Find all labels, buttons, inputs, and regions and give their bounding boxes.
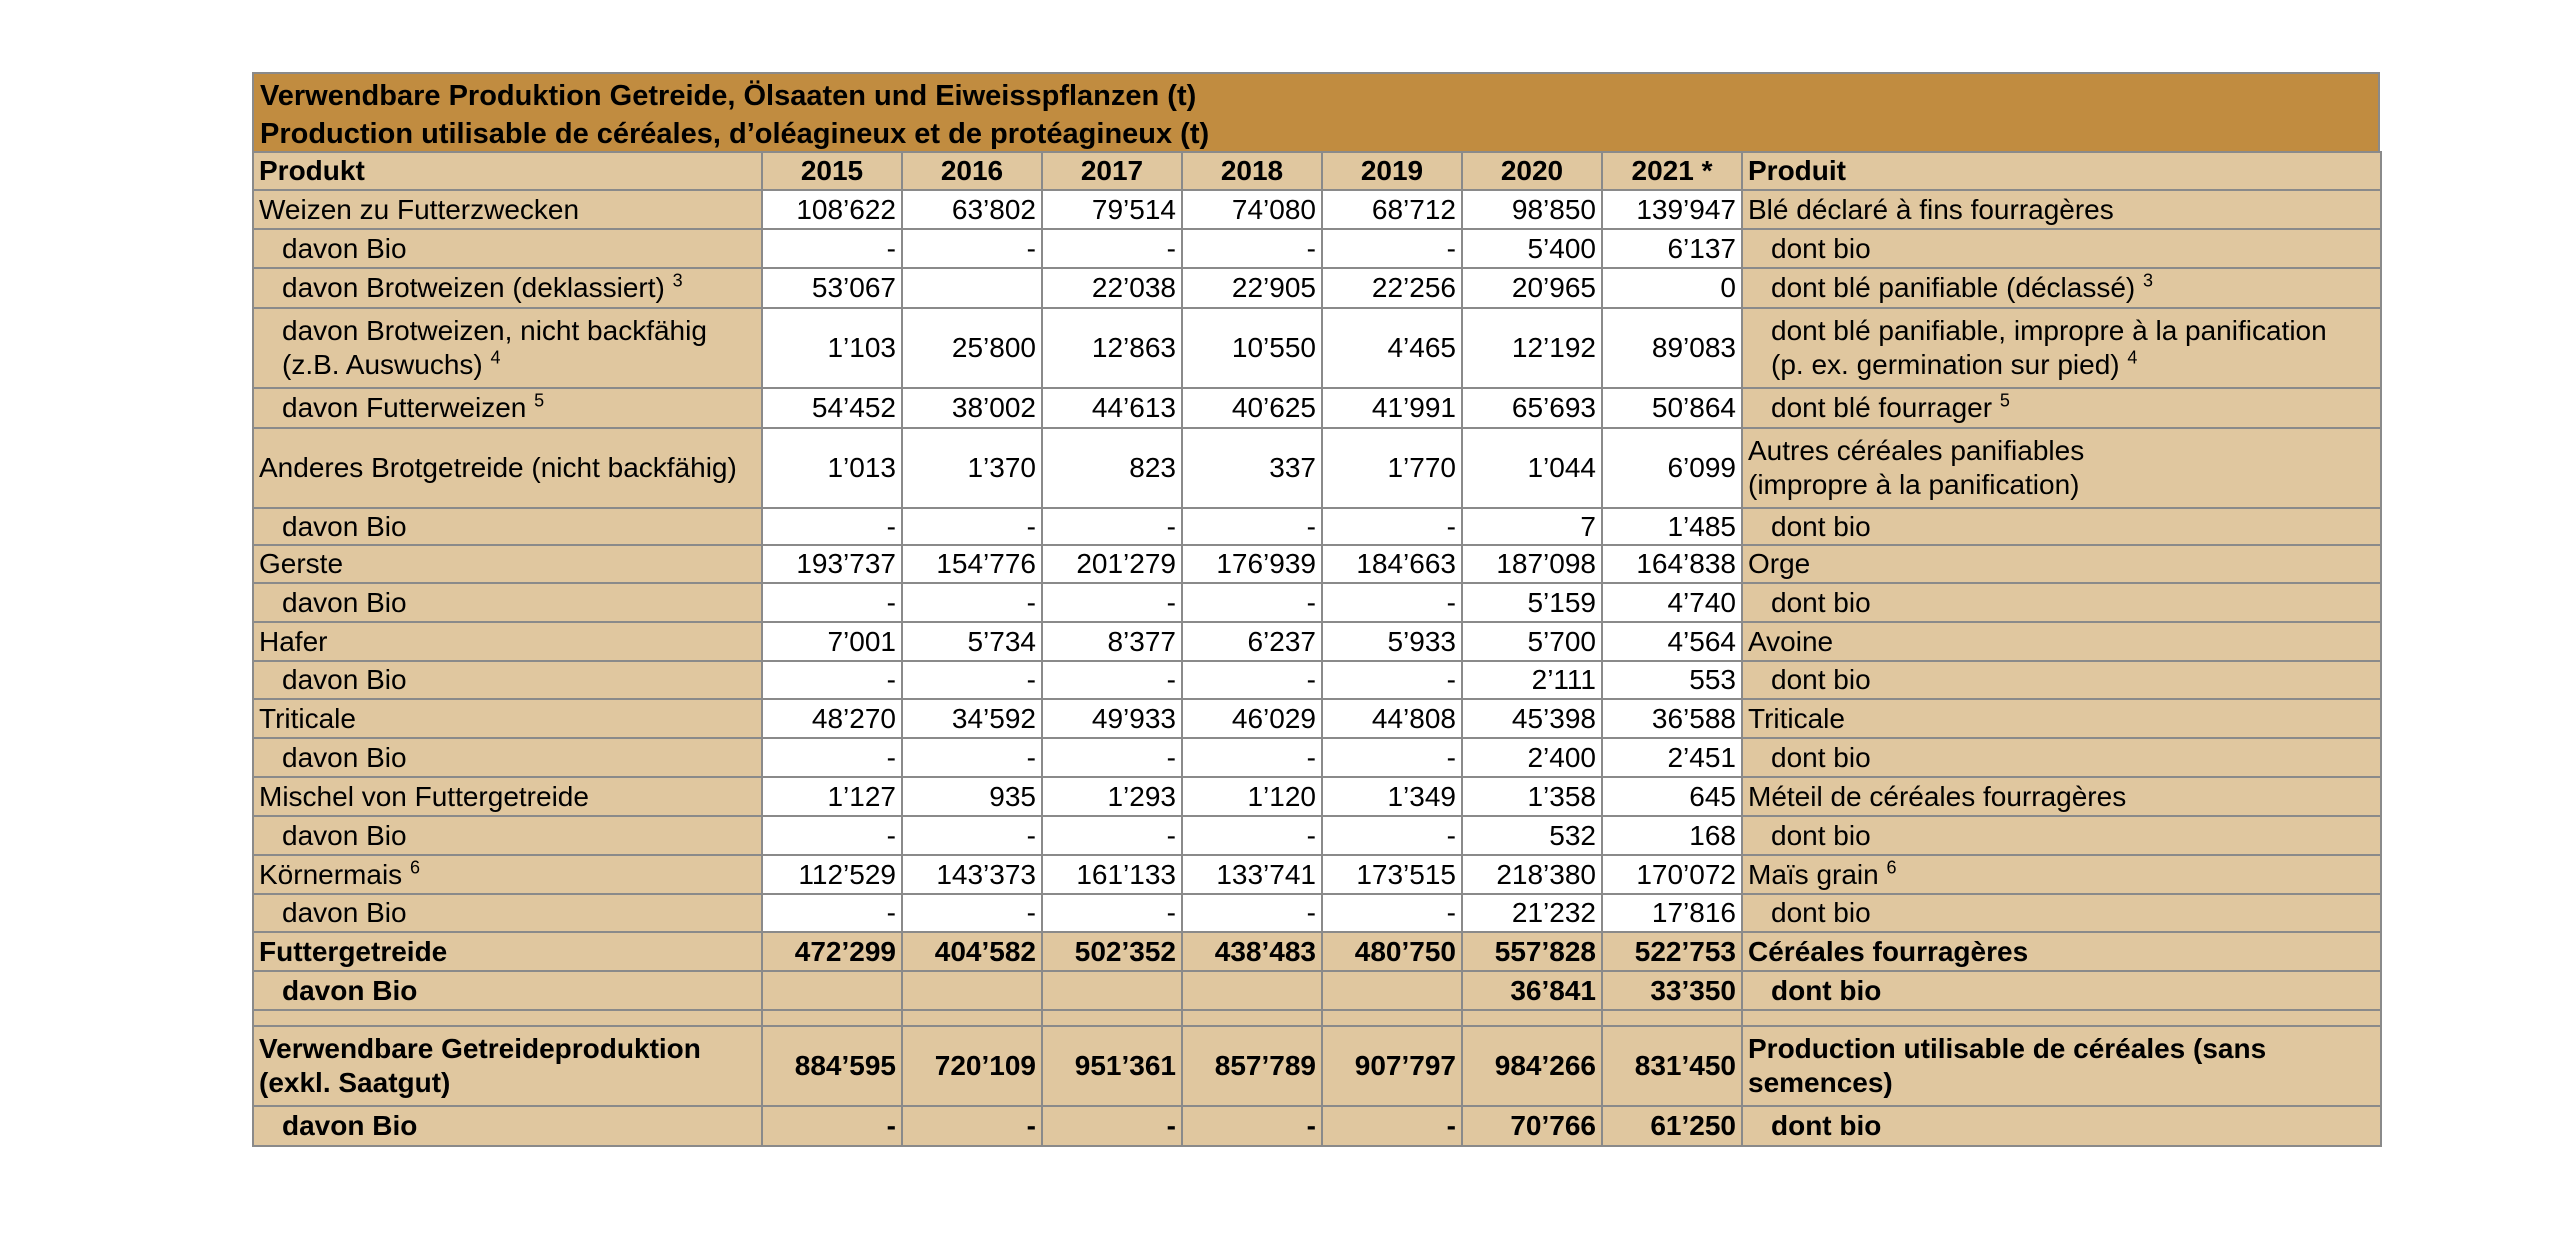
value-cell: 22’256: [1322, 268, 1462, 308]
value-cell: -: [1322, 1106, 1462, 1146]
value-cell: 553: [1602, 661, 1742, 699]
title-french: Production utilisable de céréales, d’oléagineux et de protéagineux (t): [260, 118, 1210, 150]
value-cell: -: [762, 738, 902, 777]
value-cell: -: [1042, 229, 1182, 268]
row-label-de: Mischel von Futtergetreide: [253, 777, 762, 816]
value-cell: 170’072: [1602, 855, 1742, 894]
row-label-fr: dont bio: [1742, 816, 2381, 855]
spacer-cell: [1042, 1010, 1182, 1026]
row-label-fr: [1742, 308, 2381, 388]
row-label-fr: [1742, 388, 2381, 428]
row-label-fr: [1742, 855, 2381, 894]
value-cell: -: [902, 661, 1042, 699]
value-cell: [1182, 971, 1322, 1010]
spacer-cell: [1602, 1010, 1742, 1026]
row-label-text: Körnermais: [259, 858, 403, 890]
value-cell: -: [1322, 508, 1462, 545]
footnote-marker: 4: [490, 347, 501, 368]
header-year: 2015: [762, 152, 902, 190]
row-label-fr: Orge: [1742, 545, 2381, 583]
value-cell: 532: [1462, 816, 1602, 855]
value-cell: 48’270: [762, 699, 902, 738]
value-cell: -: [1322, 738, 1462, 777]
row-label-de: Triticale: [253, 699, 762, 738]
value-cell: 1’293: [1042, 777, 1182, 816]
value-cell: -: [762, 894, 902, 932]
value-cell: 2’451: [1602, 738, 1742, 777]
row-label-fr: dont bio: [1742, 738, 2381, 777]
value-cell: 168: [1602, 816, 1742, 855]
row-label-line: (exkl. Saatgut): [259, 1067, 451, 1098]
row-label-de: davon Bio: [253, 894, 762, 932]
row-label-de: [253, 268, 762, 308]
value-cell: 1’349: [1322, 777, 1462, 816]
row-label-fr: Triticale: [1742, 699, 2381, 738]
header-year: 2017: [1042, 152, 1182, 190]
value-cell: 472’299: [762, 932, 902, 971]
table-row: [253, 508, 2381, 545]
value-cell: -: [1182, 583, 1322, 622]
value-cell: 112’529: [762, 855, 902, 894]
header-produkt: Produkt: [253, 152, 762, 190]
header-produit: Produit: [1742, 152, 2381, 190]
table-row: [253, 699, 2381, 738]
table-row: [253, 661, 2381, 699]
value-cell: 4’564: [1602, 622, 1742, 661]
table-row: [253, 971, 2381, 1010]
value-cell: 161’133: [1042, 855, 1182, 894]
spacer-cell: [253, 1010, 762, 1026]
row-label-fr: dont bio: [1742, 661, 2381, 699]
spacer-cell: [762, 1010, 902, 1026]
row-label-fr: dont bio: [1742, 971, 2381, 1010]
value-cell: 1’103: [762, 308, 902, 388]
value-cell: -: [902, 894, 1042, 932]
table-row: [253, 545, 2381, 583]
value-cell: -: [902, 1106, 1042, 1146]
value-cell: 6’099: [1602, 428, 1742, 508]
table-row: [253, 816, 2381, 855]
value-cell: 522’753: [1602, 932, 1742, 971]
row-label-de: davon Bio: [253, 229, 762, 268]
row-label-text: dont blé fourrager: [1771, 392, 1993, 423]
value-cell: -: [1042, 661, 1182, 699]
row-label-de: Hafer: [253, 622, 762, 661]
footnote-marker: 6: [409, 857, 420, 878]
value-cell: 12’192: [1462, 308, 1602, 388]
value-cell: 8’377: [1042, 622, 1182, 661]
value-cell: 502’352: [1042, 932, 1182, 971]
spacer-cell: [1742, 1010, 2381, 1026]
value-cell: 1’358: [1462, 777, 1602, 816]
row-label-line: davon Brotweizen, nicht backfähig: [282, 315, 707, 346]
value-cell: -: [1042, 508, 1182, 545]
value-cell: 1’127: [762, 777, 902, 816]
value-cell: 46’029: [1182, 699, 1322, 738]
value-cell: 6’237: [1182, 622, 1322, 661]
value-cell: 54’452: [762, 388, 902, 428]
row-label-line: semences): [1748, 1067, 1893, 1098]
header-year: 2021 *: [1602, 152, 1742, 190]
value-cell: -: [902, 738, 1042, 777]
row-label-fr: dont bio: [1742, 583, 2381, 622]
value-cell: 38’002: [902, 388, 1042, 428]
value-cell: -: [1322, 894, 1462, 932]
row-label-de: davon Bio: [253, 1106, 762, 1146]
value-cell: -: [1322, 816, 1462, 855]
spacer-cell: [1322, 1010, 1462, 1026]
value-cell: 10’550: [1182, 308, 1322, 388]
value-cell: 61’250: [1602, 1106, 1742, 1146]
row-label-fr: Avoine: [1742, 622, 2381, 661]
spacer-row: [253, 1010, 2381, 1026]
row-label-de: [253, 1026, 762, 1106]
value-cell: 20’965: [1462, 268, 1602, 308]
row-label-line: Production utilisable de céréales (sans: [1748, 1033, 2267, 1064]
row-label-line: Autres céréales panifiables: [1748, 435, 2085, 466]
footnote-marker: 5: [1999, 390, 2010, 411]
value-cell: 164’838: [1602, 545, 1742, 583]
value-cell: -: [1042, 816, 1182, 855]
table-row: [253, 738, 2381, 777]
value-cell: 22’905: [1182, 268, 1322, 308]
value-cell: 645: [1602, 777, 1742, 816]
row-label-de: davon Bio: [253, 816, 762, 855]
value-cell: 2’111: [1462, 661, 1602, 699]
value-cell: -: [1182, 738, 1322, 777]
table-row: [253, 428, 2381, 508]
value-cell: -: [762, 229, 902, 268]
value-cell: 133’741: [1182, 855, 1322, 894]
value-cell: 22’038: [1042, 268, 1182, 308]
row-label-fr: Céréales fourragères: [1742, 932, 2381, 971]
value-cell: 1’044: [1462, 428, 1602, 508]
row-label-fr: dont bio: [1742, 508, 2381, 545]
row-label-fr: Méteil de céréales fourragères: [1742, 777, 2381, 816]
value-cell: -: [1042, 894, 1182, 932]
value-cell: 1’120: [1182, 777, 1322, 816]
value-cell: 935: [902, 777, 1042, 816]
row-label-de: [253, 855, 762, 894]
table-row: [253, 388, 2381, 428]
value-cell: 557’828: [1462, 932, 1602, 971]
value-cell: 0: [1602, 268, 1742, 308]
value-cell: -: [902, 508, 1042, 545]
row-label-line: Verwendbare Getreideproduktion: [259, 1033, 701, 1064]
spacer-cell: [1462, 1010, 1602, 1026]
value-cell: 5’159: [1462, 583, 1602, 622]
value-cell: 89’083: [1602, 308, 1742, 388]
spacer-cell: [1182, 1010, 1322, 1026]
value-cell: 823: [1042, 428, 1182, 508]
value-cell: -: [902, 816, 1042, 855]
value-cell: 68’712: [1322, 190, 1462, 229]
row-label-fr: dont bio: [1742, 1106, 2381, 1146]
row-label-fr: [1742, 1026, 2381, 1106]
value-cell: 1’485: [1602, 508, 1742, 545]
table-row: [253, 894, 2381, 932]
row-label-line: (p. ex. germination sur pied): [1771, 349, 2120, 380]
row-label-de: Anderes Brotgetreide (nicht backfähig): [253, 428, 762, 508]
value-cell: 857’789: [1182, 1026, 1322, 1106]
value-cell: 5’734: [902, 622, 1042, 661]
table-row: [253, 777, 2381, 816]
value-cell: 79’514: [1042, 190, 1182, 229]
value-cell: -: [1322, 583, 1462, 622]
production-table-sheet: [252, 72, 2380, 1147]
value-cell: -: [902, 229, 1042, 268]
value-cell: -: [1322, 661, 1462, 699]
row-label-de: davon Bio: [253, 583, 762, 622]
row-label-line: dont blé panifiable, impropre à la panification: [1771, 315, 2327, 346]
value-cell: 50’864: [1602, 388, 1742, 428]
value-cell: 438’483: [1182, 932, 1322, 971]
value-cell: 4’740: [1602, 583, 1742, 622]
value-cell: 36’841: [1462, 971, 1602, 1010]
table-row: [253, 268, 2381, 308]
value-cell: 74’080: [1182, 190, 1322, 229]
row-label-fr: [1742, 428, 2381, 508]
value-cell: 45’398: [1462, 699, 1602, 738]
value-cell: 41’991: [1322, 388, 1462, 428]
value-cell: -: [1182, 1106, 1322, 1146]
value-cell: 7’001: [762, 622, 902, 661]
row-label-de: [253, 308, 762, 388]
value-cell: 21’232: [1462, 894, 1602, 932]
value-cell: 17’816: [1602, 894, 1742, 932]
value-cell: 5’933: [1322, 622, 1462, 661]
value-cell: 65’693: [1462, 388, 1602, 428]
footnote-marker: 4: [2127, 347, 2138, 368]
value-cell: 1’013: [762, 428, 902, 508]
table-row: [253, 855, 2381, 894]
value-cell: [1042, 971, 1182, 1010]
value-cell: -: [1182, 508, 1322, 545]
table-row: [253, 1026, 2381, 1106]
value-cell: 984’266: [1462, 1026, 1602, 1106]
value-cell: 184’663: [1322, 545, 1462, 583]
value-cell: 4’465: [1322, 308, 1462, 388]
value-cell: 6’137: [1602, 229, 1742, 268]
title-german: Verwendbare Produktion Getreide, Ölsaaten und Eiweisspflanzen (t): [260, 80, 1197, 112]
row-label-fr: dont bio: [1742, 229, 2381, 268]
value-cell: -: [1182, 229, 1322, 268]
value-cell: 154’776: [902, 545, 1042, 583]
footnote-marker: 3: [2143, 270, 2154, 291]
row-label-text: Maïs grain: [1748, 858, 1879, 890]
value-cell: 480’750: [1322, 932, 1462, 971]
value-cell: -: [1042, 1106, 1182, 1146]
header-year: 2019: [1322, 152, 1462, 190]
value-cell: 193’737: [762, 545, 902, 583]
value-cell: -: [762, 583, 902, 622]
value-cell: 139’947: [1602, 190, 1742, 229]
table-row: [253, 583, 2381, 622]
value-cell: 884’595: [762, 1026, 902, 1106]
value-cell: 2’400: [1462, 738, 1602, 777]
value-cell: 40’625: [1182, 388, 1322, 428]
footnote-marker: 3: [672, 270, 683, 291]
row-label-text: davon Futterweizen: [282, 392, 527, 423]
value-cell: 1’370: [902, 428, 1042, 508]
value-cell: 34’592: [902, 699, 1042, 738]
row-label-de: davon Bio: [253, 661, 762, 699]
value-cell: -: [762, 508, 902, 545]
value-cell: 5’400: [1462, 229, 1602, 268]
value-cell: 173’515: [1322, 855, 1462, 894]
row-label-fr: Blé déclaré à fins fourragères: [1742, 190, 2381, 229]
row-label-de: Weizen zu Futterzwecken: [253, 190, 762, 229]
value-cell: [1322, 971, 1462, 1010]
production-table: [252, 151, 2382, 1147]
value-cell: 1’770: [1322, 428, 1462, 508]
value-cell: 143’373: [902, 855, 1042, 894]
row-label-de: [253, 388, 762, 428]
value-cell: 53’067: [762, 268, 902, 308]
value-cell: -: [762, 1106, 902, 1146]
table-row: [253, 622, 2381, 661]
row-label-text: dont blé panifiable (déclassé): [1771, 272, 2136, 303]
value-cell: -: [1182, 816, 1322, 855]
row-label-de: davon Bio: [253, 508, 762, 545]
value-cell: -: [1042, 738, 1182, 777]
value-cell: [902, 971, 1042, 1010]
value-cell: -: [762, 661, 902, 699]
table-row: [253, 308, 2381, 388]
value-cell: 98’850: [1462, 190, 1602, 229]
value-cell: 176’939: [1182, 545, 1322, 583]
value-cell: 44’808: [1322, 699, 1462, 738]
value-cell: 337: [1182, 428, 1322, 508]
value-cell: 70’766: [1462, 1106, 1602, 1146]
value-cell: 33’350: [1602, 971, 1742, 1010]
header-year: 2020: [1462, 152, 1602, 190]
value-cell: 36’588: [1602, 699, 1742, 738]
value-cell: 404’582: [902, 932, 1042, 971]
value-cell: 218’380: [1462, 855, 1602, 894]
value-cell: 49’933: [1042, 699, 1182, 738]
spacer-cell: [902, 1010, 1042, 1026]
value-cell: 907’797: [1322, 1026, 1462, 1106]
value-cell: 5’700: [1462, 622, 1602, 661]
value-cell: [762, 971, 902, 1010]
value-cell: 951’361: [1042, 1026, 1182, 1106]
value-cell: 44’613: [1042, 388, 1182, 428]
row-label-de: Gerste: [253, 545, 762, 583]
value-cell: [902, 268, 1042, 308]
value-cell: 201’279: [1042, 545, 1182, 583]
row-label-de: davon Bio: [253, 738, 762, 777]
row-label-line: (impropre à la panification): [1748, 469, 2080, 500]
value-cell: 63’802: [902, 190, 1042, 229]
value-cell: -: [1322, 229, 1462, 268]
footnote-marker: 5: [534, 390, 545, 411]
header-row: [253, 152, 2381, 190]
value-cell: 25’800: [902, 308, 1042, 388]
row-label-de: davon Bio: [253, 971, 762, 1010]
row-label-fr: dont bio: [1742, 894, 2381, 932]
row-label-line: (z.B. Auswuchs): [282, 349, 483, 380]
table-row: [253, 932, 2381, 971]
table-title: [252, 72, 2380, 151]
table-row: [253, 1106, 2381, 1146]
value-cell: 720’109: [902, 1026, 1042, 1106]
value-cell: -: [1182, 894, 1322, 932]
value-cell: -: [1042, 583, 1182, 622]
row-label-fr: [1742, 268, 2381, 308]
value-cell: 187’098: [1462, 545, 1602, 583]
value-cell: 831’450: [1602, 1026, 1742, 1106]
value-cell: -: [1182, 661, 1322, 699]
table-row: [253, 229, 2381, 268]
value-cell: 108’622: [762, 190, 902, 229]
value-cell: 7: [1462, 508, 1602, 545]
header-year: 2018: [1182, 152, 1322, 190]
row-label-text: davon Brotweizen (deklassiert): [282, 272, 665, 303]
header-year: 2016: [902, 152, 1042, 190]
table-row: [253, 190, 2381, 229]
value-cell: 12’863: [1042, 308, 1182, 388]
row-label-de: Futtergetreide: [253, 932, 762, 971]
value-cell: -: [902, 583, 1042, 622]
footnote-marker: 6: [1886, 857, 1897, 878]
value-cell: -: [762, 816, 902, 855]
